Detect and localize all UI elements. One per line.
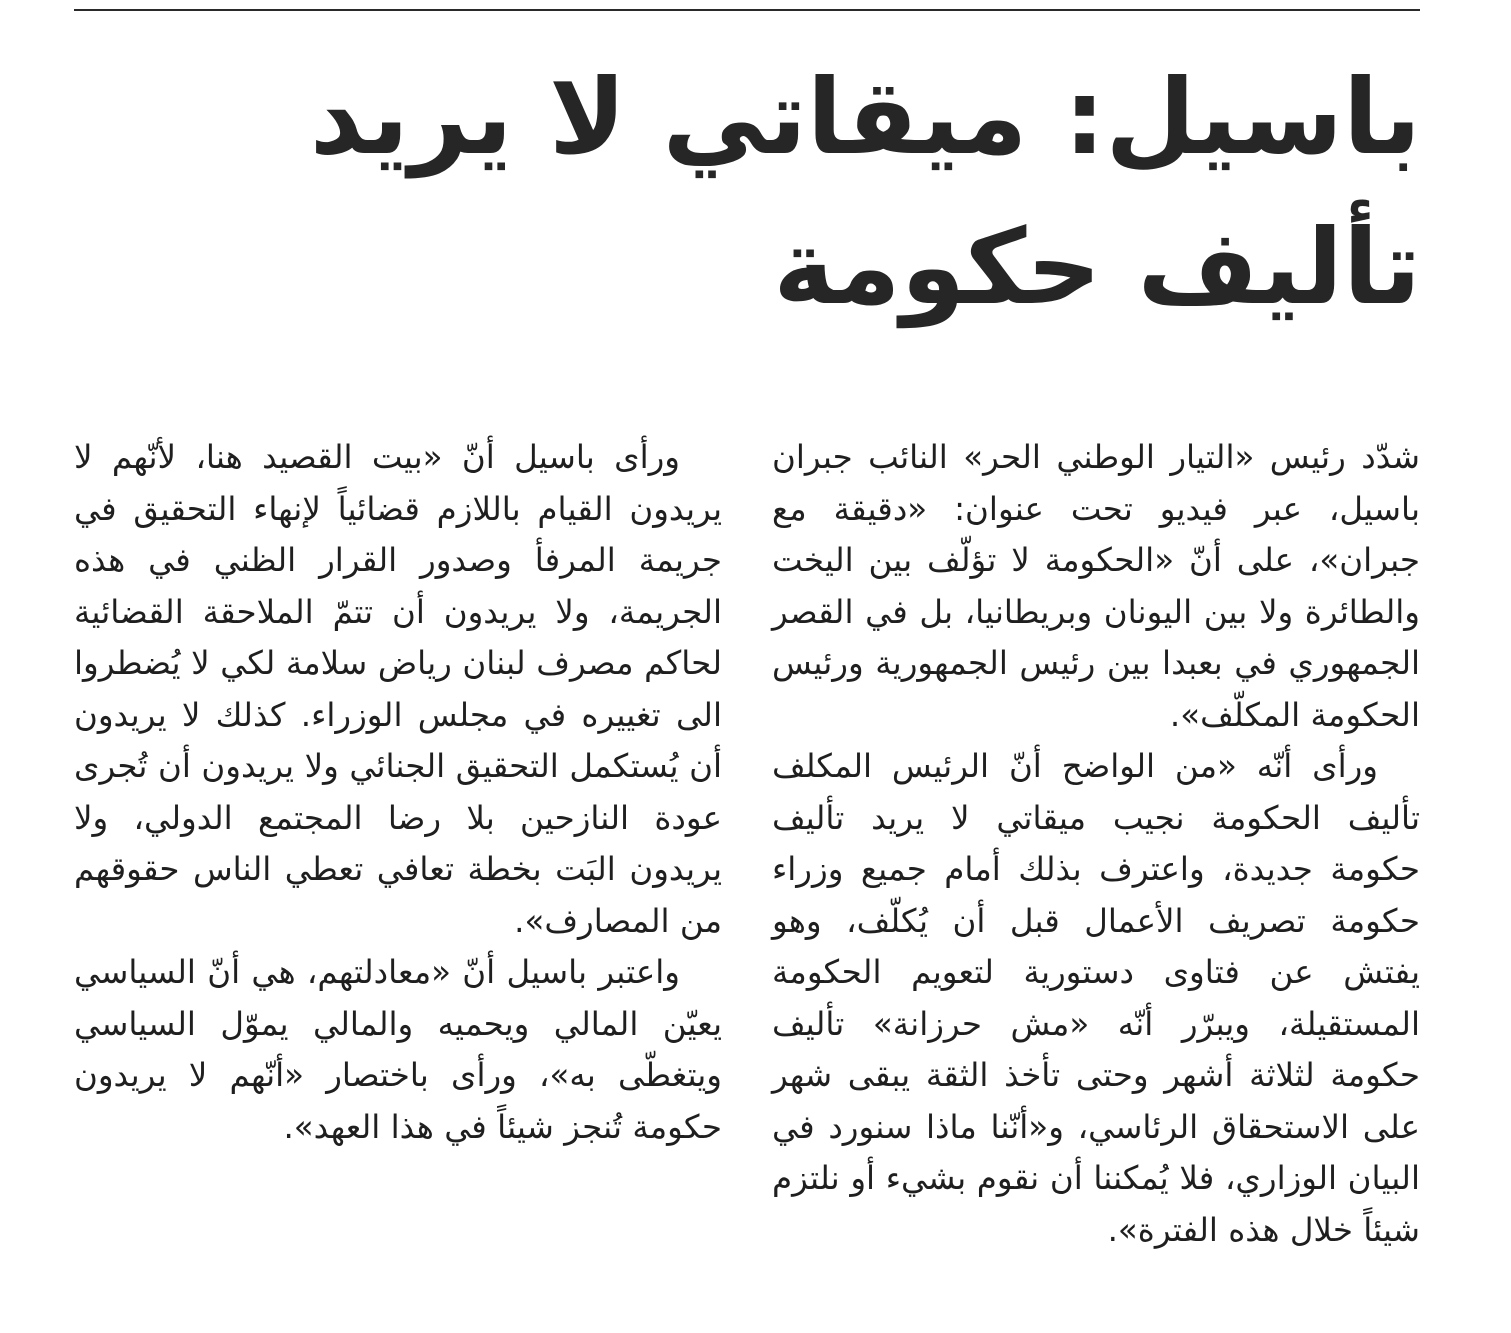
paragraph: واعتبر باسيل أنّ «معادلتهم، هي أنّ السياسي يعيّن المالي ويحميه والمالي يموّل السياسي ويتغطّى به»، ورأى باختصار «أنّهم لا يريدون حكومة تُنجز شيئاً في هذا العهد». (74, 953, 722, 1146)
column-left (74, 432, 722, 1153)
paragraph: ورأى باسيل أنّ «بيت القصيد هنا، لأنّهم لا يريدون القيام باللازم قضائياً لإنهاء التحقيق في جريمة المرفأ وصدور القرار الظني في هذه الجريمة، ولا يريدون أن تتمّ الملاحقة القضائية لحاكم مصرف لبنان رياض سلامة لكي لا يُضطروا الى تغييره في مجلس الوزراء. كذلك لا يريدون أن يُستكمل التحقيق الجنائي ولا يريدون أن تُجرى عودة النازحين بلا رضا المجتمع الدولي، ولا يريدون البَت بخطة تعافي تعطي الناس حقوقهم من المصارف». (74, 438, 722, 940)
top-rule (74, 9, 1420, 11)
headline: باسيل: ميقاتي لا يريد تأليف حكومة (309, 56, 1421, 328)
column-right (772, 432, 1420, 1256)
paragraph: شدّد رئيس «التيار الوطني الحر» النائب جبران باسيل، عبر فيديو تحت عنوان: «دقيقة مع جبران»، على أنّ «الحكومة لا تؤلّف بين اليخت والطائرة ولا بين اليونان وبريطانيا، بل في القصر الجمهوري في بعبدا بين رئيس الجمهورية ورئيس الحكومة المكلّف». (772, 438, 1420, 734)
article-body (74, 432, 1420, 1282)
paragraph: ورأى أنّه «من الواضح أنّ الرئيس المكلف تأليف الحكومة نجيب ميقاتي لا يريد تأليف حكومة جديدة، واعترف بذلك أمام جميع وزراء حكومة تصريف الأعمال قبل أن يُكلّف، وهو يفتش عن فتاوى دستورية لتعويم الحكومة المستقيلة، ويبرّر أنّه «مش حرزانة» تأليف حكومة لثلاثة أشهر وحتى تأخذ الثقة يبقى شهر على الاستحقاق الرئاسي، و«أنّنا ماذا سنورد في البيان الوزاري، فلا يُمكننا أن نقوم بشيء أو نلتزم شيئاً خلال هذه الفترة». (772, 747, 1420, 1249)
